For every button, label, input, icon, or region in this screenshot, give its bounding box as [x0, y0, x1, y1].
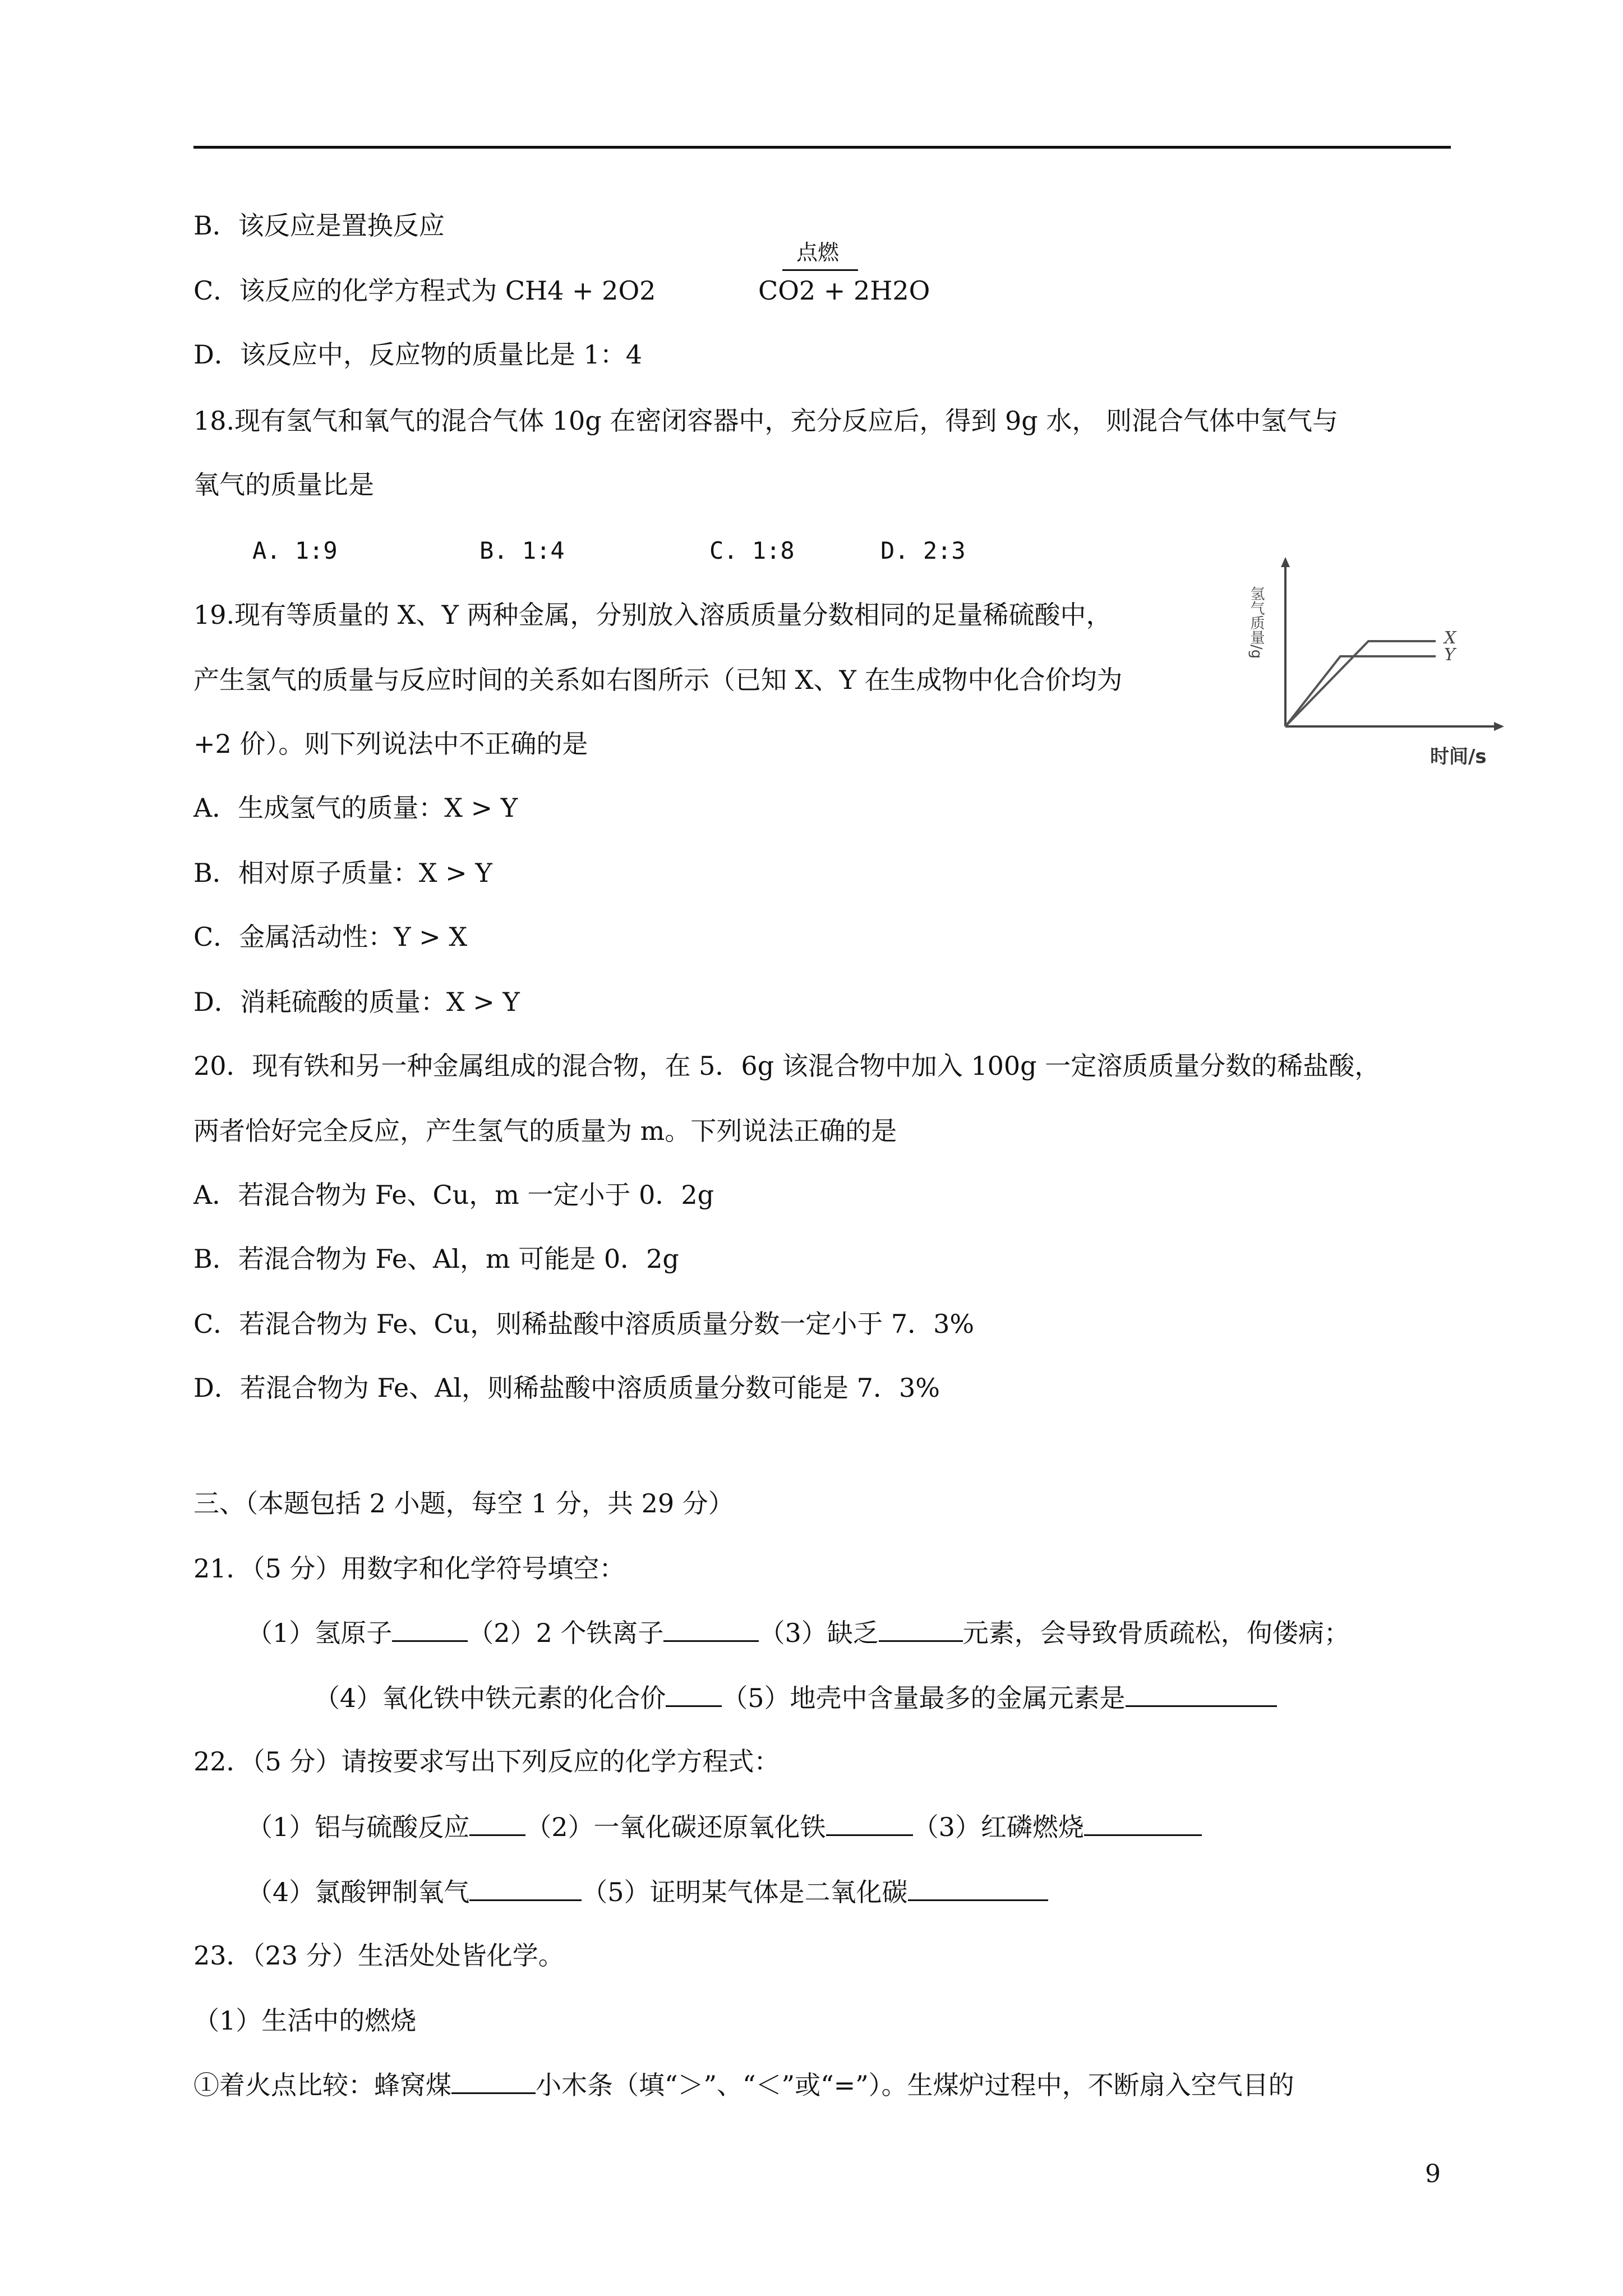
q21-part3b: 元素，会导致骨质疏松，佝偻病； [962, 1618, 1350, 1648]
q22-part4: （4）氯酸钾制氧气 [247, 1877, 470, 1907]
q19-option-d: D．消耗硫酸的质量：X > Y [193, 987, 520, 1017]
q23-stem: 23．（23 分）生活处处皆化学。 [193, 1940, 564, 1971]
y-axis-arrow [1281, 557, 1290, 567]
header-rule [193, 146, 1451, 149]
q22-row1 [247, 1810, 1202, 1844]
section-heading: 三、（本题包括 2 小题，每空 1 分，共 29 分） [193, 1488, 734, 1519]
series-y-label: Y [1444, 645, 1455, 665]
q19-stem-line1: 19.现有等质量的 X、Y 两种金属，分别放入溶质质量分数相同的足量稀硫酸中， [193, 600, 1112, 630]
q18-option-b: B. 1:4 [479, 537, 565, 564]
answer-blank[interactable] [666, 1681, 722, 1707]
q17-option-c-text: C．该反应的化学方程式为 CH4 + 2O2 [193, 275, 656, 306]
q17-option-c [193, 274, 656, 307]
answer-blank[interactable] [469, 1875, 582, 1901]
answer-blank[interactable] [826, 1810, 913, 1836]
q18-stem-line2: 氧气的质量比是 [193, 470, 374, 500]
answer-blank[interactable] [1084, 1810, 1202, 1836]
answer-blank[interactable] [451, 2068, 536, 2094]
graph-xlabel: 时间/s [1430, 746, 1487, 768]
answer-blank[interactable] [879, 1616, 963, 1642]
answer-blank[interactable] [1126, 1681, 1277, 1707]
q19-stem-line2: 产生氢气的质量与反应时间的关系如右图所示（已知 X、Y 在生成物中化合价均为 [193, 665, 1123, 695]
q17-option-b: B．该反应是置换反应 [193, 210, 445, 241]
q20-stem-line2: 两者恰好完全反应，产生氢气的质量为 m。下列说法正确的是 [193, 1116, 897, 1146]
answer-blank[interactable] [663, 1616, 759, 1642]
series-x-label: X [1444, 628, 1456, 648]
q22-stem: 22．（5 分）请按要求写出下列反应的化学方程式： [193, 1746, 780, 1777]
q18-option-d: D. 2:3 [880, 537, 966, 564]
q23-sub1: （1）生活中的燃烧 [193, 2005, 417, 2036]
q19-option-b: B．相对原子质量：X > Y [193, 858, 492, 888]
q21-part2: （2）2 个铁离子 [468, 1618, 664, 1648]
q21-row1 [247, 1616, 1350, 1650]
answer-blank[interactable] [469, 1810, 525, 1836]
x-axis-arrow [1494, 722, 1504, 731]
q18-option-a: A. 1:9 [252, 537, 338, 564]
q20-option-b: B．若混合物为 Fe、Al，m 可能是 0．2g [193, 1244, 679, 1274]
q20-option-d: D．若混合物为 Fe、Al，则稀盐酸中溶质质量分数可能是 7．3% [193, 1373, 940, 1403]
q22-part5: （5）证明某气体是二氧化碳 [582, 1877, 908, 1907]
q23-item1-part-b: 小木条（填“＞”、“＜”或“=”）。生煤炉过程中，不断扇入空气目的 [536, 2070, 1294, 2100]
series-y-line [1285, 656, 1436, 726]
q21-row2 [314, 1681, 1277, 1715]
q22-part2: （2）一氧化碳还原氧化铁 [525, 1812, 826, 1842]
q23-item1 [193, 2068, 1294, 2102]
q20-option-a: A．若混合物为 Fe、Cu，m 一定小于 0．2g [193, 1180, 714, 1210]
condition-bar [782, 269, 858, 271]
q20-stem-line1: 20．现有铁和另一种金属组成的混合物，在 5．6g 该混合物中加入 100g 一定溶质质量分数的稀盐酸， [193, 1051, 1381, 1081]
answer-blank[interactable] [392, 1616, 468, 1642]
q22-part1: （1）铝与硫酸反应 [247, 1812, 470, 1842]
q21-part5: （5）地壳中含量最多的金属元素是 [722, 1683, 1126, 1713]
hydrogen-mass-time-graph [1248, 541, 1514, 771]
q18-stem-line1: 18.现有氢气和氧气的混合气体 10g 在密闭容器中，充分反应后，得到 9g 水， 则混合气体中氢气与 [193, 406, 1338, 436]
q21-part3a: （3）缺乏 [759, 1618, 879, 1648]
q19-option-c: C．金属活动性：Y > X [193, 922, 468, 952]
answer-blank[interactable] [908, 1875, 1048, 1901]
q23-item1-part-a: ①着火点比较：蜂窝煤 [193, 2070, 451, 2100]
q21-part1: （1）氢原子 [247, 1618, 393, 1648]
q18-option-c: C. 1:8 [709, 537, 795, 564]
equation-products: CO2 + 2H2O [758, 275, 930, 306]
q22-row2 [247, 1875, 1048, 1909]
q21-stem: 21．（5 分）用数字和化学符号填空： [193, 1553, 625, 1584]
q22-part3: （3）红磷燃烧 [912, 1812, 1084, 1842]
q21-part4: （4）氧化铁中铁元素的化合价 [314, 1683, 666, 1713]
q19-stem-line3: +2 价）。则下列说法中不正确的是 [193, 729, 588, 759]
page-number: 9 [1425, 2160, 1441, 2188]
graph-ylabel: 氢气质量/g [1248, 586, 1265, 659]
q20-option-c: C．若混合物为 Fe、Cu，则稀盐酸中溶质质量分数一定小于 7．3% [193, 1309, 975, 1339]
q19-option-a: A．生成氢气的质量：X > Y [193, 793, 518, 823]
series-x-line [1285, 641, 1436, 726]
reaction-condition: 点燃 [796, 240, 840, 265]
q17-option-d: D．该反应中，反应物的质量比是 1：4 [193, 339, 643, 370]
